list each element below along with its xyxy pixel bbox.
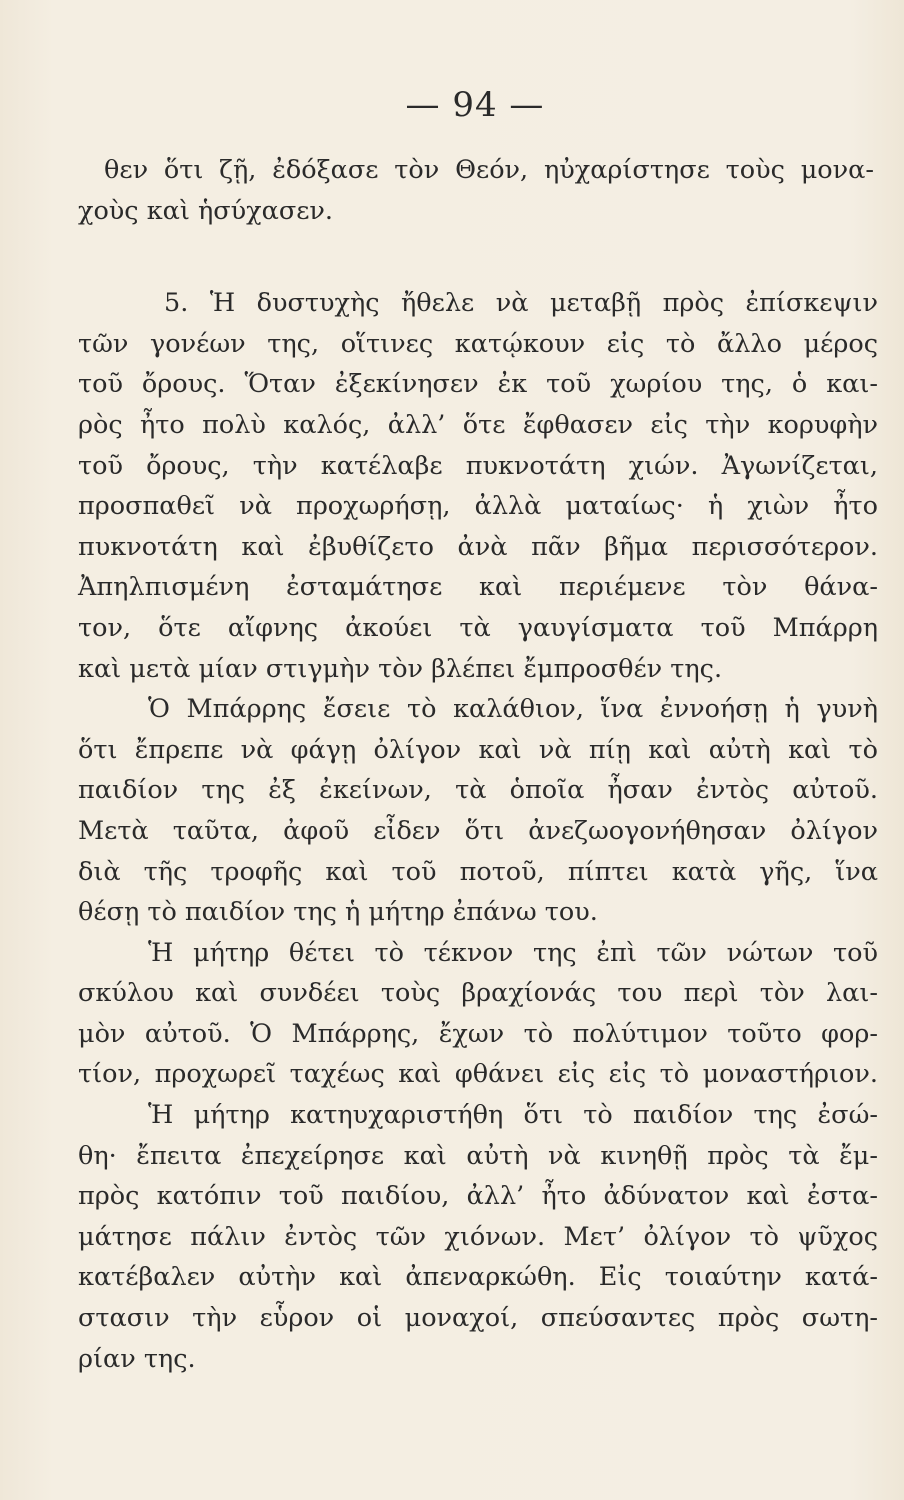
text-line: μάτησε πάλιν ἐντὸς τῶν χιόνων. Μετ’ ὀλίγον τὸ ψῦχος bbox=[78, 1221, 878, 1252]
body-text bbox=[78, 150, 878, 1379]
paragraph-gap bbox=[78, 231, 878, 283]
text-line: κατέβαλεν αὐτὴν καὶ ἀπεναρκώθη. Εἰς τοιαύτην κατά- bbox=[78, 1262, 878, 1293]
text-line: θη· ἔπειτα ἐπεχείρησε καὶ αὐτὴ νὰ κινηθῇ πρὸς τὰ ἔμ- bbox=[78, 1140, 878, 1171]
text-line: Ἡ μήτηρ κατηυχαριστήθη ὅτι τὸ παιδίον της ἐσώ- bbox=[148, 1100, 878, 1131]
text-line: τοῦ ὄρους. Ὅταν ἐξεκίνησεν ἐκ τοῦ χωρίου της, ὁ και- bbox=[78, 369, 878, 400]
text-line: τίον, προχωρεῖ ταχέως καὶ φθάνει εἰς εἰς τὸ μοναστήριον. bbox=[78, 1059, 878, 1090]
text-line: διὰ τῆς τροφῆς καὶ τοῦ ποτοῦ, πίπτει κατὰ γῆς, ἵνα bbox=[78, 856, 878, 887]
text-line: χοὺς καὶ ἡσύχασεν. bbox=[78, 195, 334, 226]
text-line: Ἀπηλπισμένη ἐσταμάτησε καὶ περιέμενε τὸν θάνα- bbox=[78, 572, 878, 603]
text-line: προσπαθεῖ νὰ προχωρήσῃ, ἀλλὰ ματαίως· ἡ χιὼν ἦτο bbox=[78, 491, 878, 522]
text-line: Ὁ Μπάρρης ἔσειε τὸ καλάθιον, ἵνα ἐννοήσῃ ἡ γυνὴ bbox=[148, 694, 878, 725]
text-line: πρὸς κατόπιν τοῦ παιδίου, ἀλλ’ ἦτο ἀδύνατον καὶ ἐστα- bbox=[78, 1181, 878, 1212]
text-line: θεν ὅτι ζῇ, ἐδόξασε τὸν Θεόν, ηὐχαρίστησε τοὺς μονα- bbox=[104, 155, 874, 185]
text-line: Μετὰ ταῦτα, ἀφοῦ εἶδεν ὅτι ἀνεζωογονήθησαν ὀλίγον bbox=[78, 815, 878, 846]
text-line: 5. Ἡ δυστυχὴς ἤθελε νὰ μεταβῇ πρὸς ἐπίσκεψιν bbox=[164, 288, 878, 319]
text-line: μὸν αὐτοῦ. Ὁ Μπάρρης, ἔχων τὸ πολύτιμον τοῦτο φορ- bbox=[78, 1018, 878, 1049]
text-line: παιδίον της ἐξ ἐκείνων, τὰ ὁποῖα ἦσαν ἐντὸς αὐτοῦ. bbox=[78, 775, 878, 806]
text-line: ὅτι ἔπρεπε νὰ φάγῃ ὀλίγον καὶ νὰ πίῃ καὶ αὐτὴ καὶ τὸ bbox=[78, 734, 878, 765]
text-line: τοῦ ὄρους, τὴν κατέλαβε πυκνοτάτη χιών. Ἀγωνίζεται, bbox=[78, 450, 878, 481]
text-line: θέσῃ τὸ παιδίον της ἡ μήτηρ ἐπάνω του. bbox=[78, 897, 598, 928]
text-line: καὶ μετὰ μίαν στιγμὴν τὸν βλέπει ἔμπροσθέν της. bbox=[78, 653, 723, 684]
text-line: Ἡ μήτηρ θέτει τὸ τέκνον της ἐπὶ τῶν νώτων τοῦ bbox=[148, 937, 878, 968]
text-line: ρίαν της. bbox=[78, 1343, 196, 1374]
text-line: στασιν τὴν εὗρον οἱ μοναχοί, σπεύσαντες πρὸς σωτη- bbox=[78, 1303, 878, 1334]
page-number: — 94 — bbox=[405, 85, 545, 125]
text-line: τον, ὅτε αἴφνης ἀκούει τὰ γαυγίσματα τοῦ Μπάρρη bbox=[78, 612, 878, 643]
text-line: τῶν γονέων της, οἵτινες κατῴκουν εἰς τὸ ἄλλο μέρος bbox=[78, 328, 878, 359]
text-line: ρὸς ἦτο πολὺ καλός, ἀλλ’ ὅτε ἔφθασεν εἰς τὴν κορυφὴν bbox=[78, 409, 878, 440]
text-line: πυκνοτάτη καὶ ἐβυθίζετο ἀνὰ πᾶν βῆμα περισσότερον. bbox=[78, 531, 878, 562]
text-line: σκύλου καὶ συνδέει τοὺς βραχίονάς του περὶ τὸν λαι- bbox=[78, 978, 878, 1009]
